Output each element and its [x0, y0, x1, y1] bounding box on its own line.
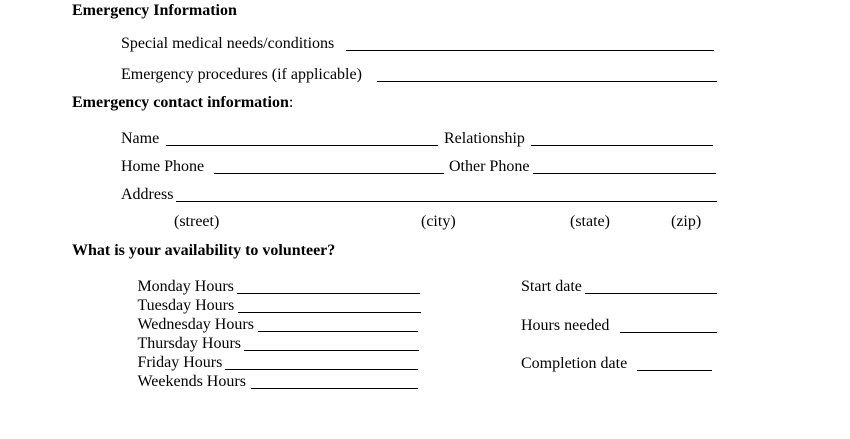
- emergency-contact-heading-text: Emergency contact information: [72, 94, 289, 111]
- day-row-friday: [121, 354, 222, 372]
- checkbox-icon[interactable]: [121, 316, 133, 333]
- day-row-weekends: [121, 373, 246, 391]
- day-label: Friday Hours: [121, 354, 206, 371]
- emergency-procedures-field[interactable]: [377, 81, 717, 82]
- day-label: Tuesday Hours: [121, 297, 218, 314]
- wednesday-hours-field[interactable]: [258, 331, 418, 332]
- name-field[interactable]: [166, 145, 438, 146]
- day-label: Weekends Hours: [121, 373, 230, 390]
- day-label: Wednesday Hours: [121, 316, 238, 333]
- checkbox-icon[interactable]: [121, 354, 133, 371]
- start-date-label: Start date: [521, 278, 582, 295]
- address-city-hint: (city): [421, 213, 456, 230]
- relationship-field[interactable]: [531, 145, 713, 146]
- emergency-contact-heading: [72, 94, 293, 112]
- checkbox-icon[interactable]: [121, 335, 133, 352]
- day-row-tuesday: [121, 297, 234, 315]
- address-field[interactable]: [176, 201, 717, 202]
- friday-hours-field[interactable]: [225, 369, 418, 370]
- address-label: Address: [121, 186, 174, 203]
- thursday-hours-field[interactable]: [244, 350, 419, 351]
- hours-needed-label: Hours needed: [521, 317, 610, 334]
- weekends-hours-field[interactable]: [251, 388, 418, 389]
- day-label: Thursday Hours: [121, 335, 225, 352]
- checkbox-icon[interactable]: [121, 278, 133, 295]
- medical-needs-label: Special medical needs/conditions: [121, 35, 335, 52]
- emergency-procedures-label: Emergency procedures (if applicable): [121, 66, 362, 83]
- address-state-hint: (state): [570, 213, 610, 230]
- emergency-information-heading: Emergency Information: [72, 2, 237, 19]
- checkbox-icon[interactable]: [121, 373, 133, 390]
- completion-date-field[interactable]: [637, 370, 712, 371]
- checkbox-icon[interactable]: [121, 297, 133, 314]
- availability-heading: What is your availability to volunteer?: [72, 242, 336, 259]
- address-street-hint: (street): [174, 213, 220, 230]
- other-phone-field[interactable]: [533, 173, 716, 174]
- day-row-thursday: [121, 335, 241, 353]
- day-label: Monday Hours: [121, 278, 218, 295]
- medical-needs-field[interactable]: [346, 50, 714, 51]
- completion-date-label: Completion date: [521, 355, 628, 372]
- day-row-wednesday: [121, 316, 254, 334]
- day-row-monday: [121, 278, 234, 296]
- start-date-field[interactable]: [585, 293, 717, 294]
- heading-colon: :: [288, 94, 294, 111]
- home-phone-field[interactable]: [214, 173, 444, 174]
- relationship-label: Relationship: [444, 130, 525, 147]
- other-phone-label: Other Phone: [449, 158, 530, 175]
- hours-needed-field[interactable]: [620, 332, 717, 333]
- monday-hours-field[interactable]: [237, 293, 420, 294]
- name-label: Name: [121, 130, 160, 147]
- home-phone-label: Home Phone: [121, 158, 205, 175]
- tuesday-hours-field[interactable]: [238, 312, 421, 313]
- address-zip-hint: (zip): [671, 213, 702, 230]
